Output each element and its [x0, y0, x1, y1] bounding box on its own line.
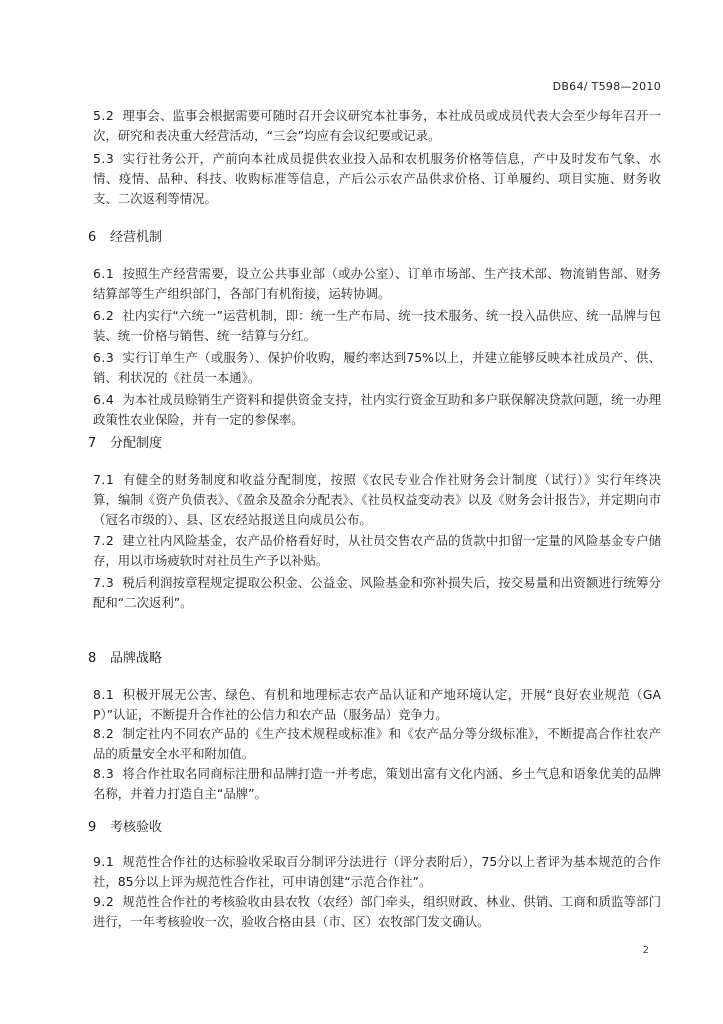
paragraph-text: 实行订单生产（或服务）、保护价收购，履约率达到75%以上，并建立能够反映本社成员产、供、销、利状况的《社员一本通》。	[93, 350, 661, 385]
paragraph-5-2	[93, 106, 661, 146]
paragraph-8-3	[93, 764, 661, 804]
paragraph-text: 税后利润按章程规定提取公积金、公益金、风险基金和弥补损失后，按交易量和出资额进行统筹分配和“二次返利”。	[93, 575, 661, 610]
paragraph-number: 6.1	[93, 266, 115, 281]
paragraph-number: 8.2	[93, 726, 115, 741]
paragraph-7-3	[93, 573, 661, 613]
section-title: 考核验收	[110, 820, 163, 835]
paragraph-number: 7.1	[93, 472, 115, 487]
section-title: 品牌战略	[110, 651, 163, 666]
paragraph-text: 规范性合作社的达标验收采取百分制评分法进行（评分表附后），75分以上者评为基本规范的合作社，85分以上评为规范性合作社，可申请创建“示范合作社”。	[93, 854, 661, 889]
section-number: 7	[88, 436, 97, 451]
paragraph-number: 8.3	[93, 766, 115, 781]
paragraph-8-2	[93, 724, 661, 764]
paragraph-text: 理事会、监事会根据需要可随时召开会议研究本社事务，本社成员或成员代表大会至少每年召开一次，研究和表决重大经营活动，“三会”均应有会议纪要或记录。	[93, 108, 661, 143]
section-title: 分配制度	[110, 436, 163, 451]
section-title: 经营机制	[110, 230, 163, 245]
paragraph-number: 7.2	[93, 533, 115, 548]
paragraph-text: 按照生产经营需要，设立公共事业部（或办公室）、订单市场部、生产技术部、物流销售部、财务结算部等生产组织部门，各部门有机衔接，运转协调。	[93, 266, 661, 301]
page-number: 2	[642, 945, 649, 956]
paragraph-number: 6.3	[93, 350, 115, 365]
paragraph-5-3	[93, 149, 661, 209]
paragraph-9-2	[93, 892, 661, 932]
paragraph-number: 9.2	[93, 894, 115, 909]
paragraph-text: 为本社成员赊销生产资料和提供资金支持，社内实行资金互助和多户联保解决贷款问题，统一办理政策性农业保险，并有一定的参保率。	[93, 392, 661, 427]
paragraph-9-1	[93, 852, 661, 892]
paragraph-number: 8.1	[93, 687, 115, 702]
paragraph-text: 有健全的财务制度和收益分配制度，按照《农民专业合作社财务会计制度（试行）》实行年终决算，编制《资产负债表》、《盈余及盈余分配表》、《社员权益变动表》以及《财务会计报告》，并定期向市（冠名市级的）、县、区农经站报送且向成员公布。	[93, 472, 661, 527]
section-heading-8	[88, 649, 162, 669]
document-code: DB64/ T598—2010	[552, 80, 661, 93]
paragraph-text: 规范性合作社的考核验收由县农牧（农经）部门牵头，组织财政、林业、供销、工商和质监等部门进行，一年考核验收一次，验收合格由县（市、区）农牧部门发文确认。	[93, 894, 661, 929]
paragraph-text: 实行社务公开，产前向本社成员提供农业投入品和农机服务价格等信息，产中及时发布气象、水情、疫情、品种、科技、收购标准等信息，产后公示农产品供求价格、订单履约、项目实施、财务收支、二次返利等情况。	[93, 151, 661, 206]
paragraph-6-3	[93, 348, 661, 388]
section-heading-7	[88, 434, 162, 454]
paragraph-6-2	[93, 306, 661, 346]
paragraph-number: 6.2	[93, 308, 115, 323]
paragraph-number: 6.4	[93, 392, 115, 407]
paragraph-7-2	[93, 531, 661, 571]
paragraph-text: 制定社内不同农产品的《生产技术规程或标准》和《农产品分等分级标准》，不断提高合作社农产品的质量安全水平和附加值。	[93, 726, 661, 761]
paragraph-6-1	[93, 264, 661, 304]
paragraph-number: 9.1	[93, 854, 115, 869]
section-heading-9	[88, 818, 162, 838]
paragraph-text: 将合作社取名同商标注册和品牌打造一并考虑，策划出富有文化内涵、乡土气息和语象优美的品牌名称，并着力打造自主“品牌”。	[93, 766, 661, 801]
section-heading-6	[88, 228, 162, 248]
paragraph-text: 积极开展无公害、绿色、有机和地理标志农产品认证和产地环境认定，开展“良好农业规范（GAP）”认证，不断提升合作社的公信力和农产品（服务品）竞争力。	[93, 687, 661, 722]
paragraph-6-4	[93, 390, 661, 430]
paragraph-text: 建立社内风险基金，农产品价格看好时，从社员交售农产品的货款中扣留一定量的风险基金专户储存，用以市场疲软时对社员生产予以补贴。	[93, 533, 661, 568]
paragraph-number: 5.3	[93, 151, 115, 166]
section-number: 6	[88, 230, 97, 245]
paragraph-number: 5.2	[93, 108, 115, 123]
section-number: 9	[88, 820, 97, 835]
paragraph-number: 7.3	[93, 575, 115, 590]
paragraph-7-1	[93, 470, 661, 530]
paragraph-8-1	[93, 685, 661, 725]
paragraph-text: 社内实行“六统一”运营机制，即：统一生产布局、统一技术服务、统一投入品供应、统一品牌与包装、统一价格与销售、统一结算与分红。	[93, 308, 661, 343]
section-number: 8	[88, 651, 97, 666]
